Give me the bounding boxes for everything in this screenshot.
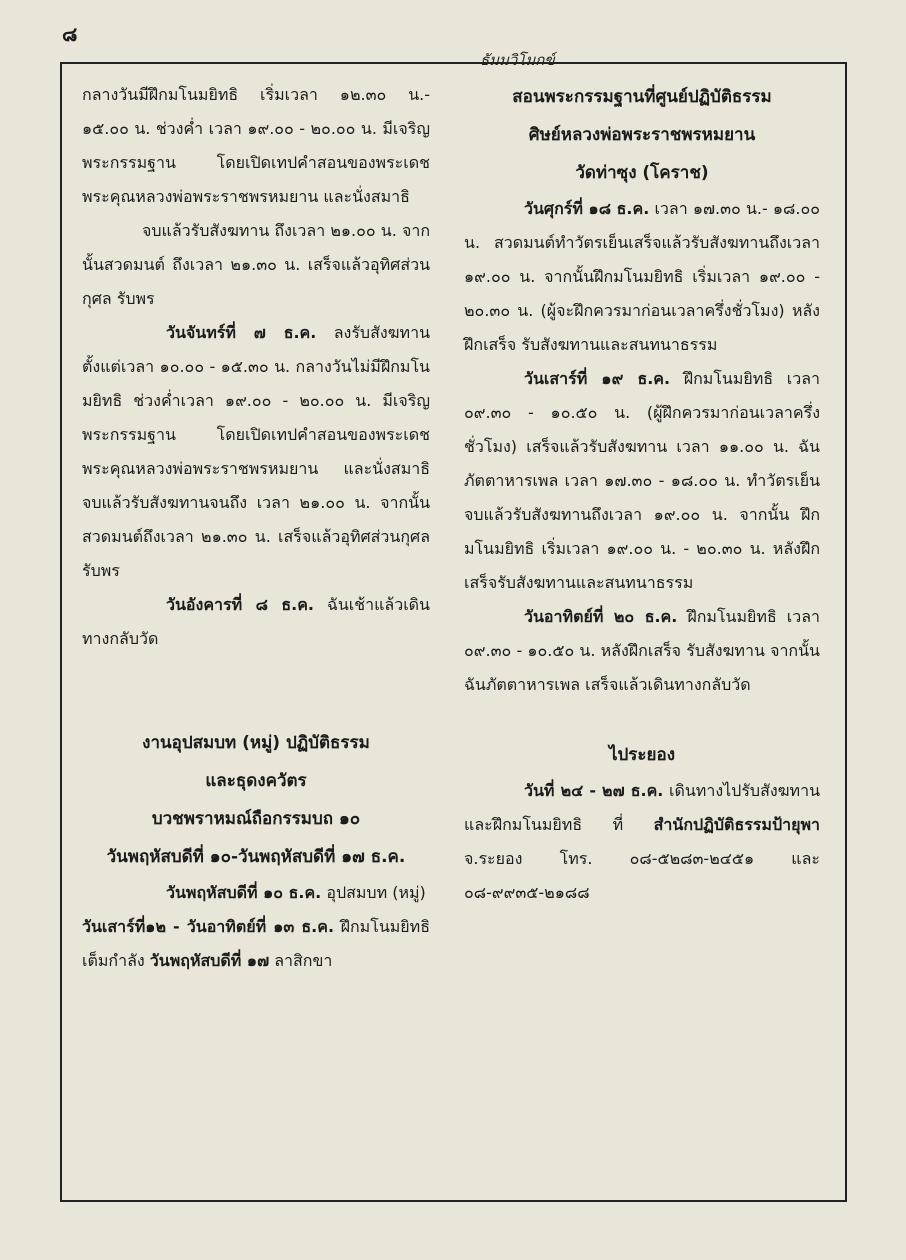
rayong-heading: ไประยอง bbox=[608, 745, 676, 765]
date-label: วันพฤหัสบดีที่ ๑๗ bbox=[149, 951, 270, 970]
date-label: วันพฤหัสบดีที่ ๑๐ ธ.ค. bbox=[166, 883, 322, 902]
paragraph-text: ฝึกมโนมยิทธิ เวลา ๐๙.๓๐ - ๑๐.๕๐ น. (ผู้ฝึกควรมาก่อนเวลาครึ่งชั่วโมง) เสร็จแล้วรับสังฆทาน เวลา ๑๑.๐๐ น. ฉันภัตตาหารเพล เวลา ๑๗.๓๐ - ๑๘.๐๐ น. ทำวัตรเย็น จบแล้วรับสังฆทานถึงเวลา ๑๙.๐๐ น. จากนั้น ฝึกมโนมยิทธิ เริ่มเวลา ๑๙.๐๐ น. - ๒๐.๓๐ น. หลังฝึกเสร็จรับสังฆทานและสนทนาธรรม bbox=[464, 369, 820, 592]
spacer bbox=[82, 690, 430, 724]
ordination-heading-line-3: บวชพราหมณ์ถือกรรมบถ ๑๐ bbox=[151, 809, 361, 829]
date-label: วันอาทิตย์ที่ ๒๐ ธ.ค. bbox=[524, 607, 678, 626]
monday-paragraph bbox=[82, 316, 430, 588]
sat12-paragraph bbox=[82, 910, 430, 978]
place-name: สำนักปฏิบัติธรรมป้ายุพา bbox=[653, 815, 820, 834]
sun20-paragraph bbox=[464, 600, 820, 702]
ordination-heading-line-2: และธุดงควัตร bbox=[205, 771, 307, 791]
tuesday-paragraph bbox=[82, 588, 430, 656]
paragraph-text: อุปสมบท (หมู่) bbox=[321, 883, 426, 902]
rayong-paragraph bbox=[464, 774, 820, 910]
paragraph-text: ลาสิกขา bbox=[269, 951, 333, 970]
paragraph: จบแล้วรับสังฆทาน ถึงเวลา ๒๑.๐๐ น. จากนั้นสวดมนต์ ถึงเวลา ๒๑.๓๐ น. เสร็จแล้วอุทิศส่วนกุศล รับพร bbox=[82, 221, 430, 308]
journal-title: ธัมมวิโมกข์ bbox=[480, 51, 555, 69]
paragraph-text: เวลา ๑๗.๓๐ น.- ๑๘.๐๐ น. สวดมนต์ทำวัตรเย็นเสร็จแล้วรับสังฆทานถึงเวลา ๑๙.๐๐ น. จากนั้นฝึกมโนมยิทธิ เริ่มเวลา ๑๙.๐๐ - ๒๐.๓๐ น. (ผู้จะฝึกควรมาก่อนเวลาครึ่งชั่วโมง) หลังฝึกเสร็จ รับสังฆทานและสนทนาธรรม bbox=[464, 199, 821, 354]
korat-heading-line-2: ศิษย์หลวงพ่อพระราชพรหมยาน bbox=[528, 125, 756, 145]
ordination-heading-line-1: งานอุปสมบท (หมู่) ปฏิบัติธรรม bbox=[142, 733, 370, 753]
paragraph-text: เดินทางไปรับสังฆทานและฝึกมโนมยิทธิ ที่ bbox=[464, 781, 821, 834]
right-column bbox=[464, 78, 820, 910]
ordination-heading-line-4: วันพฤหัสบดีที่ ๑๐-วันพฤหัสบดีที่ ๑๗ ธ.ค. bbox=[106, 847, 406, 867]
date-label: วันศุกร์ที่ ๑๘ ธ.ค. bbox=[524, 199, 650, 218]
korat-heading-line-3: วัดท่าซุง (โคราช) bbox=[575, 163, 709, 183]
spacer bbox=[464, 702, 820, 736]
sat19-paragraph bbox=[464, 362, 820, 600]
date-label: วันที่ ๒๔ - ๒๗ ธ.ค. bbox=[524, 781, 664, 800]
date-label: วันอังคารที่ ๘ ธ.ค. bbox=[166, 595, 314, 614]
paragraph-text: จ.ระยอง โทร. ๐๘-๕๒๘๓-๒๔๕๑ และ ๐๘-๙๙๓๕-๒๑๘๘ bbox=[464, 849, 820, 902]
paragraph: กลางวันมีฝึกมโนมยิทธิ เริ่มเวลา ๑๒.๓๐ น.- ๑๕.๐๐ น. ช่วงค่ำ เวลา ๑๙.๐๐ - ๒๐.๐๐ น. มีเจริญพระกรรมฐาน โดยเปิดเทปคำสอนของพระเดชพระคุณหลวงพ่อพระราชพรหมยาน และนั่งสมาธิ bbox=[82, 85, 430, 206]
date-label: วันเสาร์ที่ ๑๙ ธ.ค. bbox=[524, 369, 671, 388]
paragraph-text: ฝึกมโนมยิทธิ เวลา ๐๙.๓๐ - ๑๐.๕๐ น. หลังฝึกเสร็จ รับสังฆทาน จากนั้นฉันภัตตาหารเพล เสร็จแล้วเดินทางกลับวัด bbox=[464, 607, 820, 694]
fri18-paragraph bbox=[464, 192, 820, 362]
date-label: วันเสาร์ที่๑๒ - วันอาทิตย์ที่ ๑๓ ธ.ค. bbox=[82, 917, 335, 936]
spacer bbox=[82, 656, 430, 690]
page-number: ๘ bbox=[62, 22, 78, 46]
korat-heading-line-1: สอนพระกรรมฐานที่ศูนย์ปฏิบัติธรรม bbox=[512, 87, 772, 107]
left-column bbox=[82, 78, 430, 978]
date-label: วันจันทร์ที่ ๗ ธ.ค. bbox=[166, 323, 317, 342]
thu10-paragraph bbox=[82, 876, 430, 910]
paragraph-text: ลงรับสังฆทาน ตั้งแต่เวลา ๑๐.๐๐ - ๑๕.๓๐ น. กลางวันไม่มีฝึกมโนมยิทธิ ช่วงค่ำเวลา ๑๙.๐๐ - ๒๐.๐๐ น. มีเจริญพระกรรมฐาน โดยเปิดเทปคำสอนของพระเดชพระคุณหลวงพ่อพระราชพรหมยาน และนั่งสมาธิ จบแล้วรับสังฆทานจนถึง เวลา ๒๑.๐๐ น. จากนั้นสวดมนต์ถึงเวลา ๒๑.๓๐ น. เสร็จแล้วอุทิศส่วนกุศล รับพร bbox=[82, 323, 431, 580]
paragraph-text: ฉันเช้าแล้วเดินทางกลับวัด bbox=[82, 595, 430, 648]
paragraph-text: ฝึกมโนมยิทธิ เต็มกำลัง bbox=[82, 917, 430, 970]
